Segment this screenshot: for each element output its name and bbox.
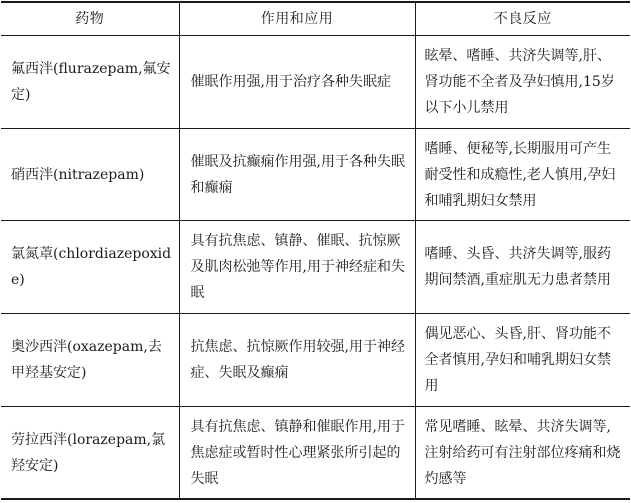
drug-cell: 氟西泮(flurazepam,氟安定) [1, 36, 179, 129]
drug-cell: 硝西泮(nitrazepam) [1, 129, 179, 221]
table-row [1, 129, 630, 221]
adverse-cell: 偶见恶心、头昏,肝、肾功能不全者慎用,孕妇和哺乳期妇女禁用 [415, 314, 630, 407]
header-row [1, 2, 630, 36]
use-cell: 催眠作用强,用于治疗各种失眠症 [179, 36, 415, 129]
use-cell: 催眠及抗癫痫作用强,用于各种失眠和癫痫 [179, 129, 415, 221]
adverse-cell: 嗜睡、头昏、共济失调等,服药期间禁酒,重症肌无力患者禁用 [415, 221, 630, 314]
adverse-cell: 常见嗜睡、眩晕、共济失调等,注射给药可有注射部位疼痛和烧灼感等 [415, 407, 630, 500]
header-drug: 药物 [1, 2, 179, 36]
use-cell: 具有抗焦虑、镇静和催眠作用,用于焦虑症或暂时性心理紧张所引起的失眠 [179, 407, 415, 500]
drug-cell: 劳拉西泮(lorazepam,氯羟安定) [1, 407, 179, 500]
use-cell: 具有抗焦虑、镇静、催眠、抗惊厥及肌肉松弛等作用,用于神经症和失眠 [179, 221, 415, 314]
drug-table [1, 1, 630, 500]
header-use: 作用和应用 [179, 2, 415, 36]
table-row [1, 314, 630, 407]
drug-cell: 奥沙西泮(oxazepam,去甲羟基安定) [1, 314, 179, 407]
use-cell: 抗焦虑、抗惊厥作用较强,用于神经症、失眠及癫痫 [179, 314, 415, 407]
header-adverse: 不良反应 [415, 2, 630, 36]
table-row [1, 221, 630, 314]
adverse-cell: 嗜睡、便秘等,长期服用可产生耐受性和成瘾性,老人慎用,孕妇和哺乳期妇女禁用 [415, 129, 630, 221]
table-row [1, 36, 630, 129]
table-row [1, 407, 630, 500]
adverse-cell: 眩晕、嗜睡、共济失调等,肝、肾功能不全者及孕妇慎用,15岁以下小儿禁用 [415, 36, 630, 129]
drug-cell: 氯氮䓬(chlordiazepoxide) [1, 221, 179, 314]
